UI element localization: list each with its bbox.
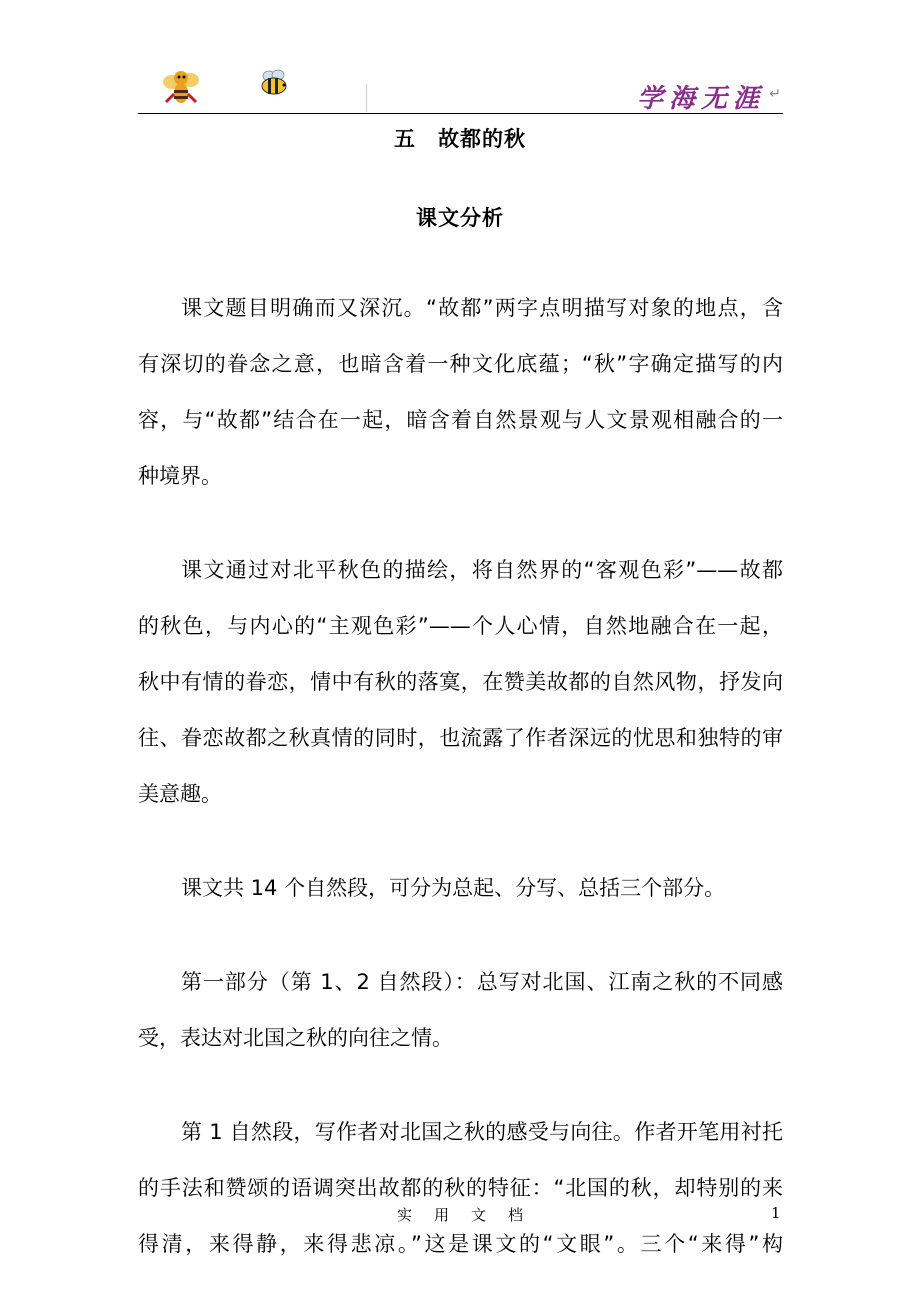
section-heading: 课文分析 — [416, 206, 504, 230]
paragraph — [138, 860, 783, 916]
header-divider — [366, 84, 367, 112]
text-line: 种境界。 — [138, 464, 222, 488]
bee-icon — [256, 68, 292, 98]
text-line: 得清，来得静，来得悲凉。”这是课文的“文眼”。三个“来得”构 — [138, 1232, 783, 1256]
text-line: 课文共 14 个自然段，可分为总起、分写、总括三个部分。 — [181, 876, 726, 900]
return-mark-icon: ↵ — [769, 86, 781, 102]
text-line: 课文题目明确而又深沉。“故都”两字点明描写对象的地点，含 — [181, 296, 783, 320]
text-line: 的手法和赞颂的语调突出故都的秋的特征：“北国的秋，却特别的来 — [138, 1176, 783, 1200]
page-number: 1 — [771, 1204, 781, 1222]
bee-mascot-icon — [160, 66, 202, 108]
paragraph — [138, 1104, 783, 1272]
text-line: 美意趣。 — [138, 782, 222, 806]
text-line: 有深切的眷念之意，也暗含着一种文化底蕴；“秋”字确定描写的内 — [138, 352, 783, 376]
paragraph — [138, 280, 783, 504]
footer-label: 实用文档 — [396, 1206, 545, 1224]
text-line: 的秋色，与内心的“主观色彩”——个人心情，自然地融合在一起， — [138, 614, 783, 638]
paragraph — [138, 542, 783, 822]
text-line: 秋中有情的眷恋，情中有秋的落寞，在赞美故都的自然风物，抒发向 — [138, 670, 783, 694]
page-header — [138, 62, 783, 114]
text-line: 第 1 自然段，写作者对北国之秋的感受与向往。作者开笔用衬托 — [181, 1120, 783, 1144]
body-text — [138, 280, 783, 1310]
text-line: 往、眷恋故都之秋真情的同时，也流露了作者深远的忧思和独特的审 — [138, 726, 783, 750]
text-line: 课文通过对北平秋色的描绘，将自然界的“客观色彩”——故都 — [181, 558, 783, 582]
paragraph — [138, 954, 783, 1066]
text-line: 容，与“故都”结合在一起，暗含着自然景观与人文景观相融合的一 — [138, 408, 783, 432]
header-rule — [138, 113, 783, 114]
text-line: 第一部分（第 1、2 自然段）：总写对北国、江南之秋的不同感 — [181, 970, 783, 994]
text-line: 受，表达对北国之秋的向往之情。 — [138, 1026, 453, 1050]
header-motto: 学海无涯 — [636, 84, 765, 114]
document-title: 五 故都的秋 — [394, 127, 526, 151]
